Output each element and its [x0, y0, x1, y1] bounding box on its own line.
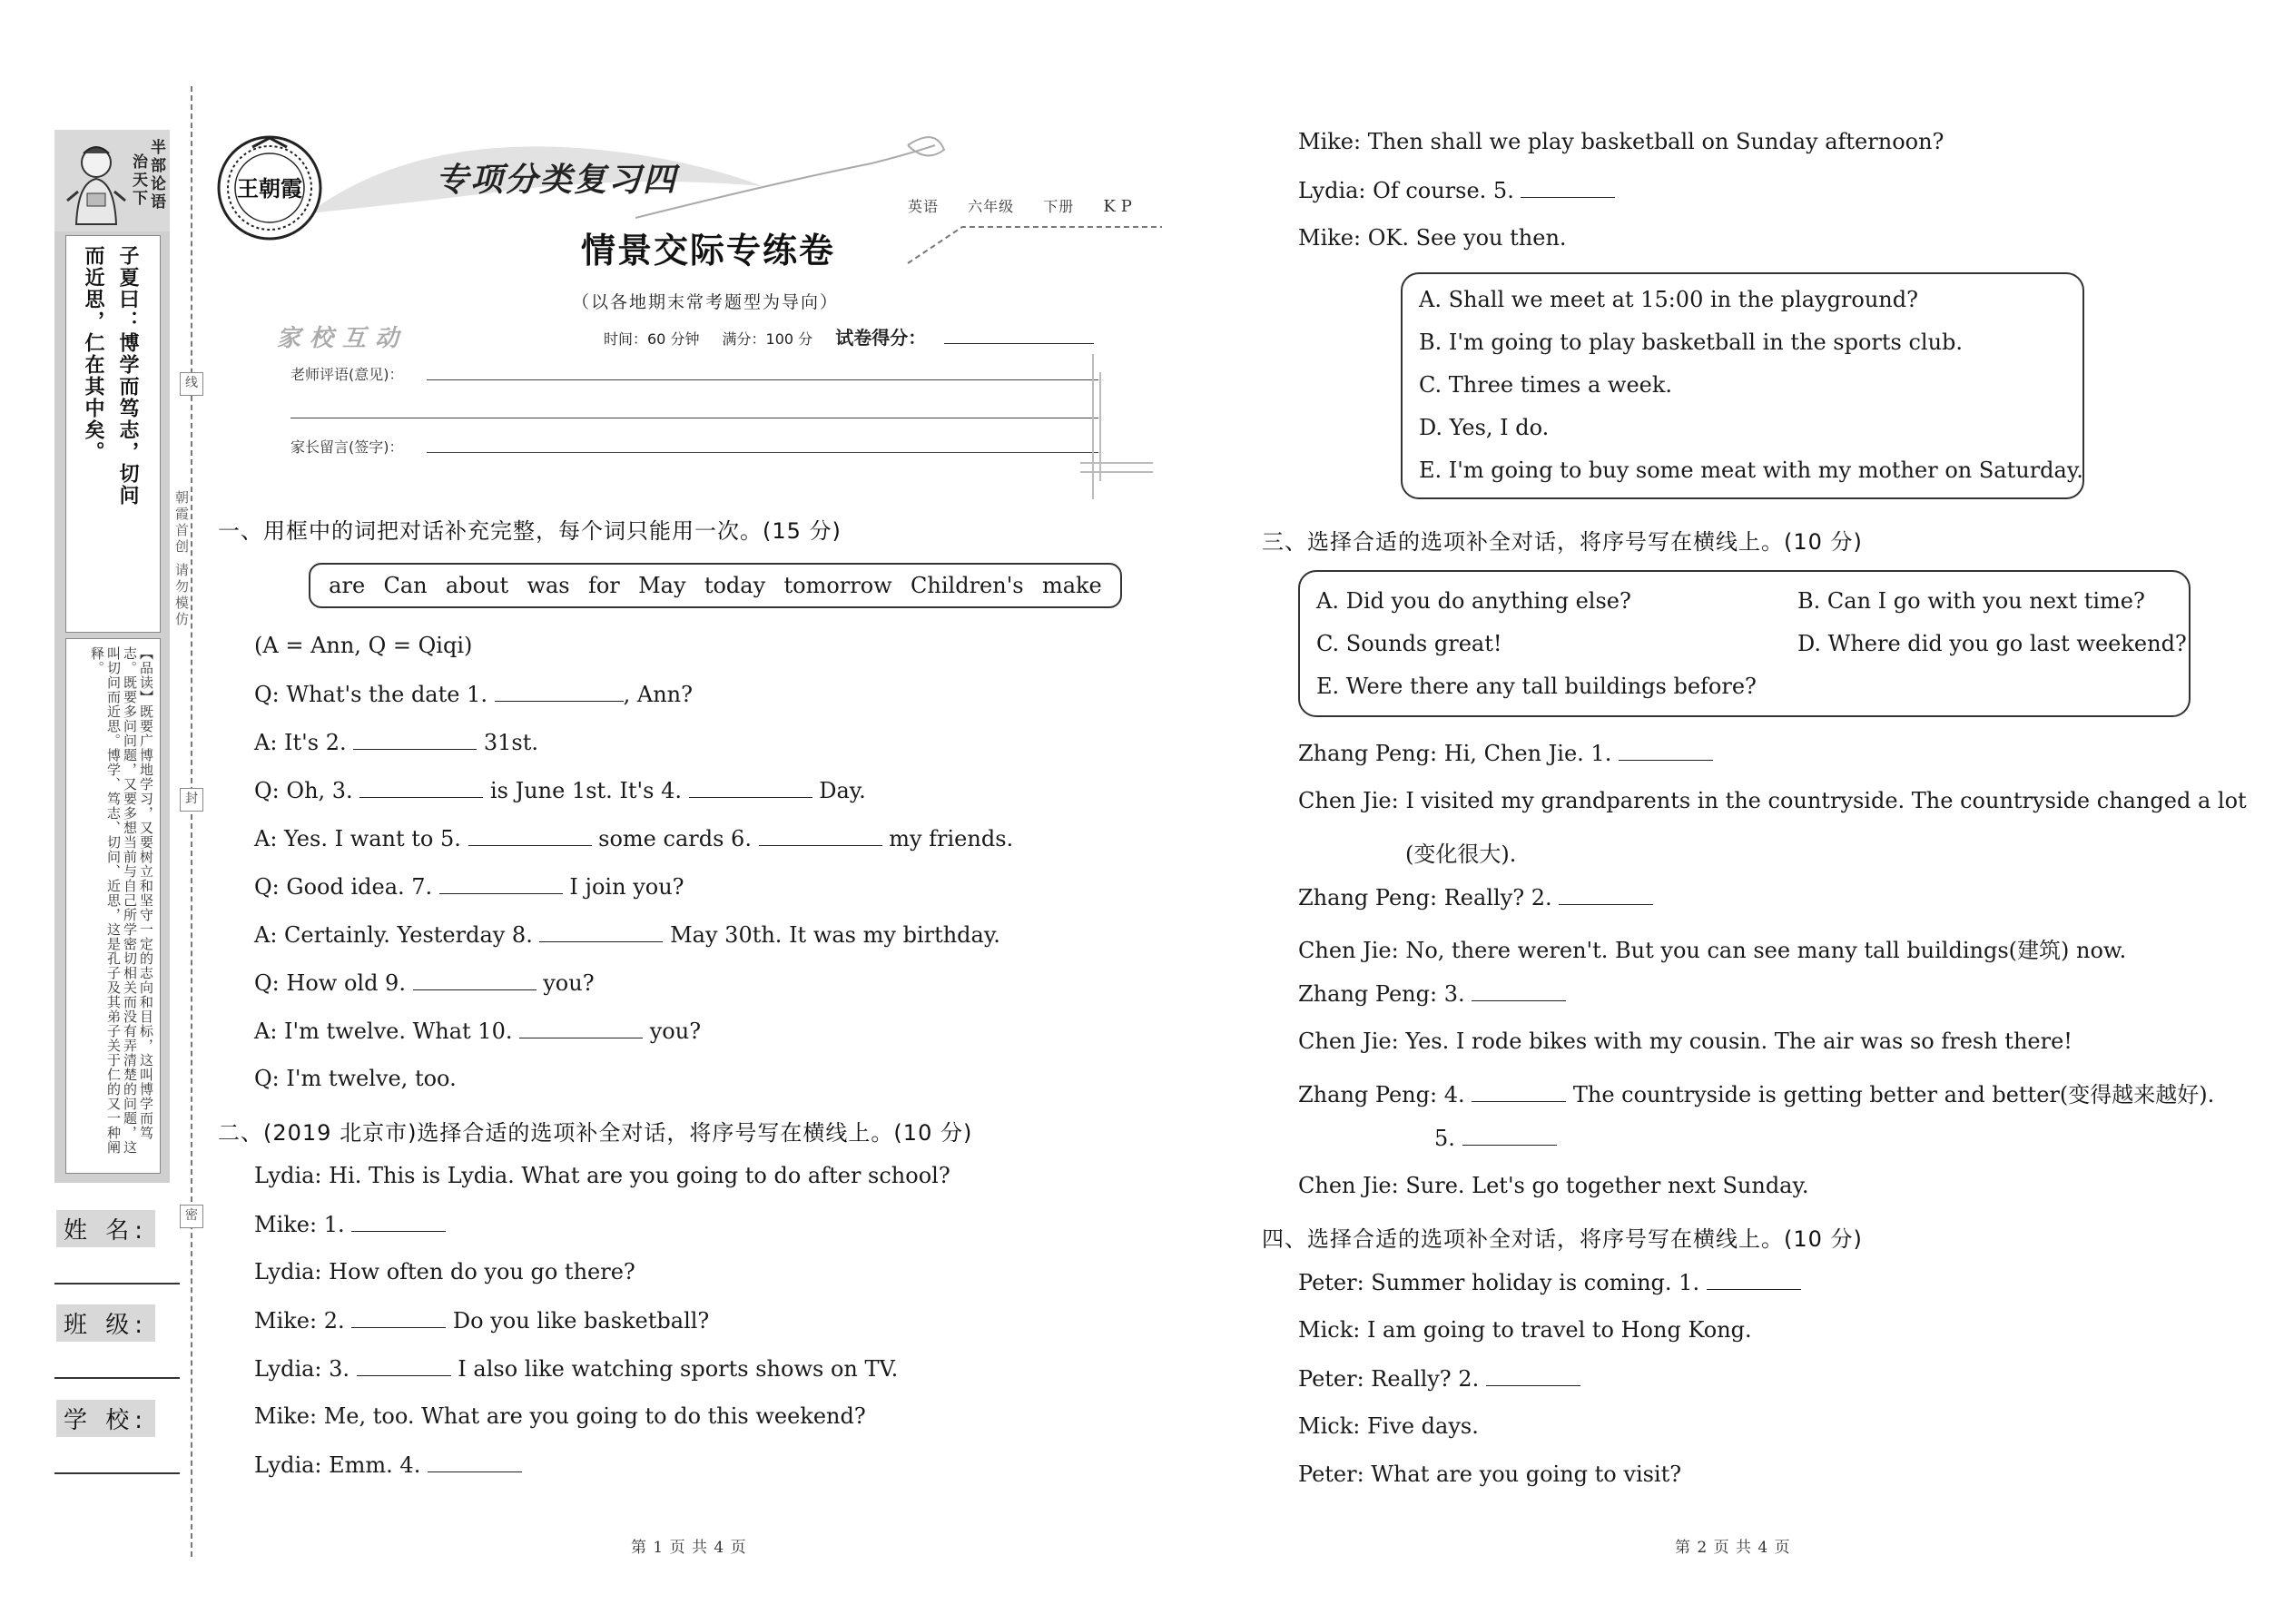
class-label: 班 级:: [56, 1304, 155, 1342]
s3-line-5: Zhang Peng: 3.: [1298, 980, 1566, 1007]
logo-text: 王朝霞: [237, 175, 302, 202]
quote-line-2: 而近思，仁在其中矣。: [82, 245, 104, 463]
grade-label: 六年级: [968, 198, 1015, 215]
volume-label: 下册: [1043, 198, 1075, 215]
s2-line-3: Lydia: How often do you go there?: [254, 1259, 635, 1284]
answer-blank[interactable]: [1472, 1081, 1566, 1102]
word-item: are: [329, 573, 366, 598]
cut-line: [191, 86, 192, 1557]
strip-header: [54, 130, 170, 231]
answer-blank[interactable]: [428, 1452, 522, 1472]
teacher-comment-label: 老师评语(意见)：: [290, 366, 404, 383]
answer-blank[interactable]: [759, 825, 882, 846]
s4-line-5: Peter: What are you going to visit?: [1298, 1462, 1682, 1487]
s2-line-10: Mike: OK. See you then.: [1298, 225, 1567, 251]
decorative-bars: [1080, 345, 1153, 508]
parent-comment-field[interactable]: [427, 452, 1098, 453]
answer-blank[interactable]: [353, 729, 477, 750]
answer-blank[interactable]: [359, 777, 483, 798]
option-a: A. Did you do anything else?: [1316, 588, 1631, 614]
word-bank: [309, 563, 1122, 608]
answer-blank[interactable]: [1619, 740, 1713, 761]
class-field[interactable]: [54, 1377, 180, 1379]
s3-line-2b: (变化很大).: [1405, 842, 1517, 867]
word-item: was: [527, 573, 570, 598]
answer-blank[interactable]: [1486, 1365, 1580, 1386]
page-number-1: 第 1 页 共 4 页: [631, 1539, 747, 1557]
edition-label: KP: [1103, 197, 1137, 216]
answer-blank[interactable]: [1472, 980, 1566, 1001]
reading-note-box: [65, 638, 161, 1174]
s1-line-5: Q: Good idea. 7. I join you?: [254, 874, 684, 900]
answer-blank[interactable]: [439, 873, 563, 894]
strip-title-2: 治天下: [129, 153, 147, 208]
s1-line-2: A: It's 2. 31st.: [254, 730, 539, 755]
word-item: Children's: [911, 573, 1024, 598]
side-copyright-text: 朝霞首创 请勿模仿: [173, 490, 190, 628]
s1-line-1: Q: What's the date 1. , Ann?: [254, 682, 693, 707]
answer-blank[interactable]: [1521, 177, 1615, 198]
option-a: A. Shall we meet at 15:00 in the playground?: [1419, 287, 1918, 312]
s2-line-1: Lydia: Hi. This is Lydia. What are you going to do after school?: [254, 1163, 950, 1188]
section4-heading: 四、选择合适的选项补全对话，将序号写在横线上。(10 分): [1262, 1226, 1863, 1252]
cut-mark-line: 线: [180, 372, 203, 396]
section2-heading: 二、(2019 北京市)选择合适的选项补全对话，将序号写在横线上。(10 分): [218, 1120, 973, 1146]
exam-meta: [604, 323, 1112, 349]
s1-line-6: A: Certainly. Yesterday 8. May 30th. It was my birthday.: [254, 922, 1000, 948]
cut-mark-secret: 密: [180, 1205, 203, 1228]
score-field[interactable]: [944, 343, 1094, 344]
quote-box: [65, 235, 161, 633]
score-label: 试卷得分：: [835, 327, 927, 349]
s3-line-3: Zhang Peng: Really? 2.: [1298, 884, 1653, 910]
name-label: 姓 名:: [56, 1210, 155, 1247]
option-c: C. Three times a week.: [1419, 372, 1673, 398]
s3-line-2: Chen Jie: I visited my grandparents in the countryside. The countryside changed a lot: [1298, 788, 2247, 813]
s4-line-3: Peter: Really? 2.: [1298, 1365, 1580, 1392]
section3-options-box: [1298, 570, 2191, 717]
s1-line-3: Q: Oh, 3. is June 1st. It's 4. Day.: [254, 778, 866, 803]
option-d: D. Where did you go last weekend?: [1797, 631, 2187, 656]
s2-line-5: Lydia: 3. I also like watching sports shows on TV.: [254, 1356, 899, 1382]
word-item: May: [638, 573, 686, 598]
strip-title-1: 半部论语: [147, 139, 165, 212]
s1-line-8: A: I'm twelve. What 10. you?: [254, 1019, 702, 1044]
word-item: for: [587, 573, 620, 598]
logo-seal: [216, 134, 323, 241]
answer-blank[interactable]: [689, 777, 812, 798]
left-strip: [54, 130, 170, 1183]
answer-blank[interactable]: [1707, 1269, 1801, 1290]
section3-heading: 三、选择合适的选项补全对话，将序号写在横线上。(10 分): [1262, 529, 1863, 555]
word-item: about: [445, 573, 509, 598]
section1-heading: 一、用框中的词把对话补充完整，每个词只能用一次。(15 分): [218, 518, 842, 544]
s3-line-8: 5.: [1434, 1125, 1557, 1151]
s4-line-1: Peter: Summer holiday is coming. 1.: [1298, 1269, 1801, 1295]
option-c: C. Sounds great!: [1316, 631, 1502, 656]
word-item: make: [1041, 573, 1102, 598]
option-d: D. Yes, I do.: [1419, 415, 1550, 440]
answer-blank[interactable]: [495, 681, 624, 702]
subtitle: （以各地期末常考题型为导向）: [572, 292, 840, 312]
s1-line-4: A: Yes. I want to 5. some cards 6. my friends.: [254, 826, 1014, 851]
parent-comment-label: 家长留言(签字)：: [290, 438, 404, 456]
s1-line-7: Q: How old 9. you?: [254, 970, 595, 996]
page-number-2: 第 2 页 共 4 页: [1675, 1539, 1791, 1557]
option-e: E. I'm going to buy some meat with my mother on Saturday.: [1419, 458, 2083, 483]
option-b: B. I'm going to play basketball in the sports club.: [1419, 330, 1964, 355]
series-title: 专项分类复习四: [436, 162, 678, 199]
reading-note: 【品读】既要广博地学习，又要树立和坚守一定的志向和目标，这叫博学而笃志。既要多问问题，又要多想当前与自己所学密切相关而没有弄清楚的问题，这叫切问而近思。博学、笃志、切问、近思，这是孔子及其弟子关于仁的又一种阐释。: [89, 646, 154, 1155]
cut-mark-seal: 封: [180, 788, 203, 812]
answer-blank[interactable]: [357, 1355, 451, 1376]
main-title: 情景交际专练卷: [581, 231, 836, 271]
s3-line-6: Chen Jie: Yes. I rode bikes with my cousin. The air was so fresh there!: [1298, 1029, 2072, 1054]
section2-options-box: [1401, 272, 2084, 499]
answer-blank[interactable]: [351, 1211, 446, 1232]
word-item: today: [704, 573, 766, 598]
s1-line-9: Q: I'm twelve, too.: [254, 1066, 457, 1091]
s2-line-6: Mike: Me, too. What are you going to do this weekend?: [254, 1403, 866, 1429]
option-b: B. Can I go with you next time?: [1797, 588, 2145, 614]
school-label: 学 校:: [56, 1400, 155, 1437]
option-e: E. Were there any tall buildings before?: [1316, 674, 1757, 699]
s2-line-2: Mike: 1.: [254, 1211, 446, 1237]
s2-line-7: Lydia: Emm. 4.: [254, 1452, 522, 1478]
name-field[interactable]: [54, 1283, 180, 1284]
s3-line-7: Zhang Peng: 4. The countryside is getting better and better(变得越来越好).: [1298, 1082, 2215, 1107]
teacher-comment-field[interactable]: [427, 379, 1098, 380]
answer-blank[interactable]: [1462, 1125, 1557, 1146]
answer-blank[interactable]: [468, 825, 592, 846]
s2-line-4: Mike: 2. Do you like basketball?: [254, 1308, 710, 1334]
answer-blank[interactable]: [519, 1018, 643, 1038]
s4-line-2: Mick: I am going to travel to Hong Kong.: [1298, 1317, 1752, 1343]
s3-line-1: Zhang Peng: Hi, Chen Jie. 1.: [1298, 740, 1713, 766]
home-school-label: 家校互动: [277, 325, 409, 352]
scholar-illustration: [60, 137, 133, 228]
s3-line-4: Chen Jie: No, there weren't. But you can see many tall buildings(建筑) now.: [1298, 938, 2127, 963]
s4-line-4: Mick: Five days.: [1298, 1413, 1479, 1439]
full-marks: 满分：100 分: [722, 330, 813, 348]
school-field[interactable]: [54, 1472, 180, 1474]
time-limit: 时间：60 分钟: [604, 330, 700, 348]
word-item: Can: [383, 573, 428, 598]
answer-blank[interactable]: [539, 921, 663, 942]
word-item: tomorrow: [783, 573, 892, 598]
answer-blank[interactable]: [351, 1307, 446, 1328]
s3-line-9: Chen Jie: Sure. Let's go together next Sunday.: [1298, 1173, 1809, 1198]
quote-line-1: 子夏曰：博学而笃志，切问: [116, 245, 139, 507]
subject-label: 英语: [908, 198, 940, 215]
s2-line-9: Lydia: Of course. 5.: [1298, 177, 1615, 203]
answer-blank[interactable]: [413, 969, 537, 990]
subject-row: [908, 195, 1161, 216]
speaker-note: (A = Ann, Q = Qiqi): [254, 633, 473, 658]
answer-blank[interactable]: [1559, 884, 1653, 905]
s2-line-8: Mike: Then shall we play basketball on Sunday afternoon?: [1298, 129, 1944, 154]
